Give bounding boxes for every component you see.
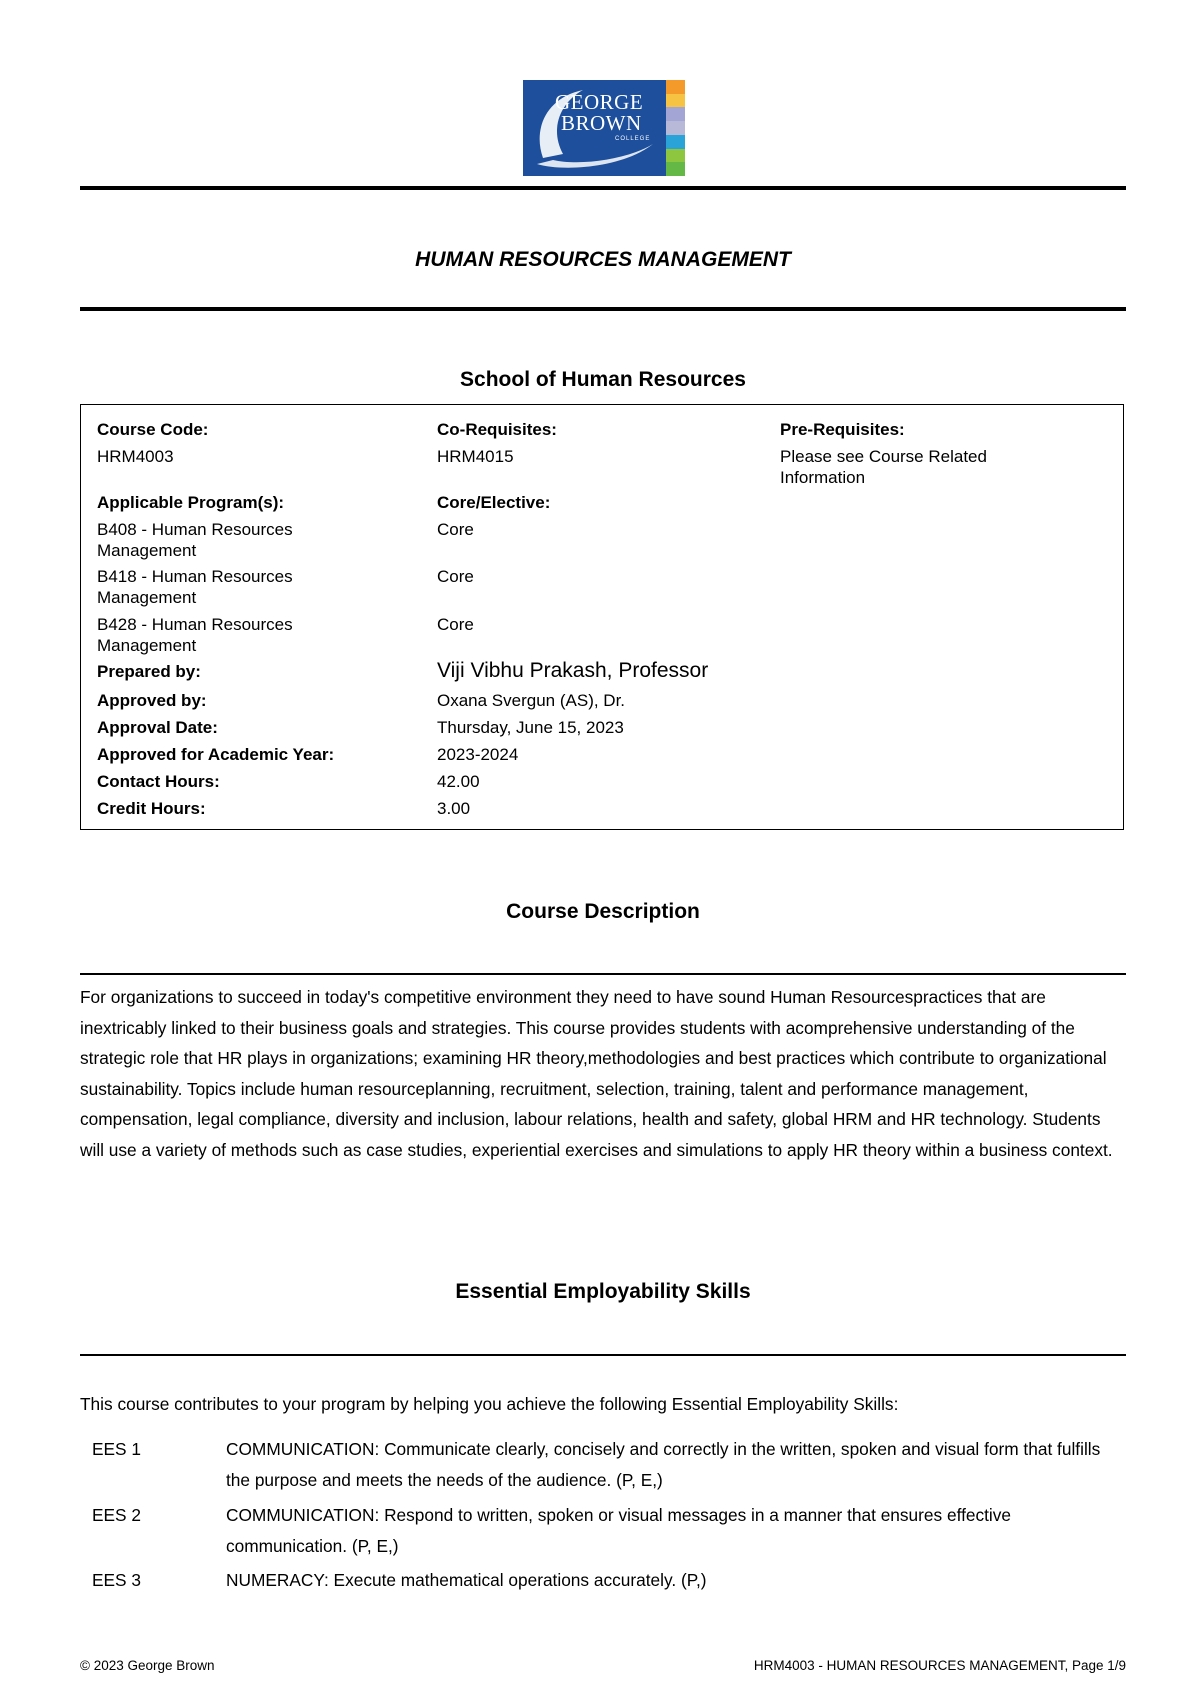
footer-page-info: HRM4003 - HUMAN RESOURCES MANAGEMENT, Page 1/9 (753, 1658, 1126, 1673)
ees-text: NUMERACY: Execute mathematical operations accurately. (P,) (226, 1570, 707, 1590)
co-requisites-label: Co-Requisites: (437, 420, 557, 439)
contact-hours-label: Contact Hours: (97, 772, 220, 791)
co-requisites-value: HRM4015 (437, 447, 514, 466)
pre-requisites-value: Please see Course Related Information (780, 447, 987, 487)
ees-code: EES 2 (92, 1505, 141, 1525)
credit-hours-value: 3.00 (437, 799, 471, 818)
ees-heading: Essential Employability Skills (455, 1280, 751, 1303)
program-name: B418 - Human Resources Management (97, 567, 293, 607)
academic-year-value: 2023-2024 (437, 745, 519, 764)
program-name: B428 - Human Resources Management (97, 615, 293, 655)
program-name: B408 - Human Resources Management (97, 520, 293, 560)
ees-rule (80, 1354, 1126, 1356)
course-description-text: For organizations to succeed in today's competitive environment they need to have sound Human Resourcespractices that are inextricably linked to their business goals and strategies. This course provides students with acomprehensive understanding of the strategic role that HR plays in organizations; examining HR theory,methodologies and best practices which contribute to organizational sustainability. Topics include human resourceplanning, recruitment, selection, training, talent and performance management, compensation, legal compliance, diversity and inclusion, labour relations, health and safety, global HRM and HR technology. Students will use a variety of methods such as case studies, experiential exercises and simulations to apply HR theory within a business context. (80, 987, 1113, 1160)
pre-requisites-label: Pre-Requisites: (780, 420, 905, 439)
logo-color-stripes (666, 80, 685, 176)
prepared-by-label: Prepared by: (97, 662, 201, 681)
ees-code: EES 3 (92, 1570, 141, 1590)
logo-text-line1: GEORGE (555, 90, 644, 114)
ees-text: COMMUNICATION: Respond to written, spoken or visual messages in a manner that ensures effective communication. (P, E,) (226, 1505, 1012, 1556)
college-logo (523, 80, 685, 176)
program-type: Core (437, 520, 474, 539)
ees-intro-text: This course contributes to your program by helping you achieve the following Essential Employability Skills: (80, 1394, 899, 1414)
footer-copyright: © 2023 George Brown (80, 1658, 215, 1673)
programs-label: Applicable Program(s): (97, 493, 285, 512)
approval-date-label: Approval Date: (97, 718, 218, 737)
course-code-label: Course Code: (97, 420, 209, 439)
academic-year-label: Approved for Academic Year: (97, 745, 335, 764)
document-title: HUMAN RESOURCES MANAGEMENT (415, 248, 791, 271)
program-type: Core (437, 567, 474, 586)
approved-by-value: Oxana Svergun (AS), Dr. (437, 691, 626, 710)
course-description-rule (80, 973, 1126, 975)
logo-text-line3: COLLEGE (615, 136, 651, 142)
course-code-value: HRM4003 (97, 447, 174, 466)
core-elective-label: Core/Elective: (437, 493, 551, 512)
approved-by-label: Approved by: (97, 691, 207, 710)
course-description-heading: Course Description (506, 900, 700, 923)
program-type: Core (437, 615, 474, 634)
credit-hours-label: Credit Hours: (97, 799, 206, 818)
school-heading: School of Human Resources (460, 368, 746, 391)
ees-code: EES 1 (92, 1439, 141, 1459)
ees-text: COMMUNICATION: Communicate clearly, concisely and correctly in the written, spoken and visual form that fulfills the purpose and meets the needs of the audience. (P, E,) (226, 1439, 1101, 1490)
top-rule (80, 186, 1126, 190)
approval-date-value: Thursday, June 15, 2023 (437, 718, 624, 737)
contact-hours-value: 42.00 (437, 772, 480, 791)
logo-text-line2: BROWN (561, 111, 642, 135)
prepared-by-value: Viji Vibhu Prakash, Professor (437, 659, 709, 682)
title-rule (80, 307, 1126, 311)
